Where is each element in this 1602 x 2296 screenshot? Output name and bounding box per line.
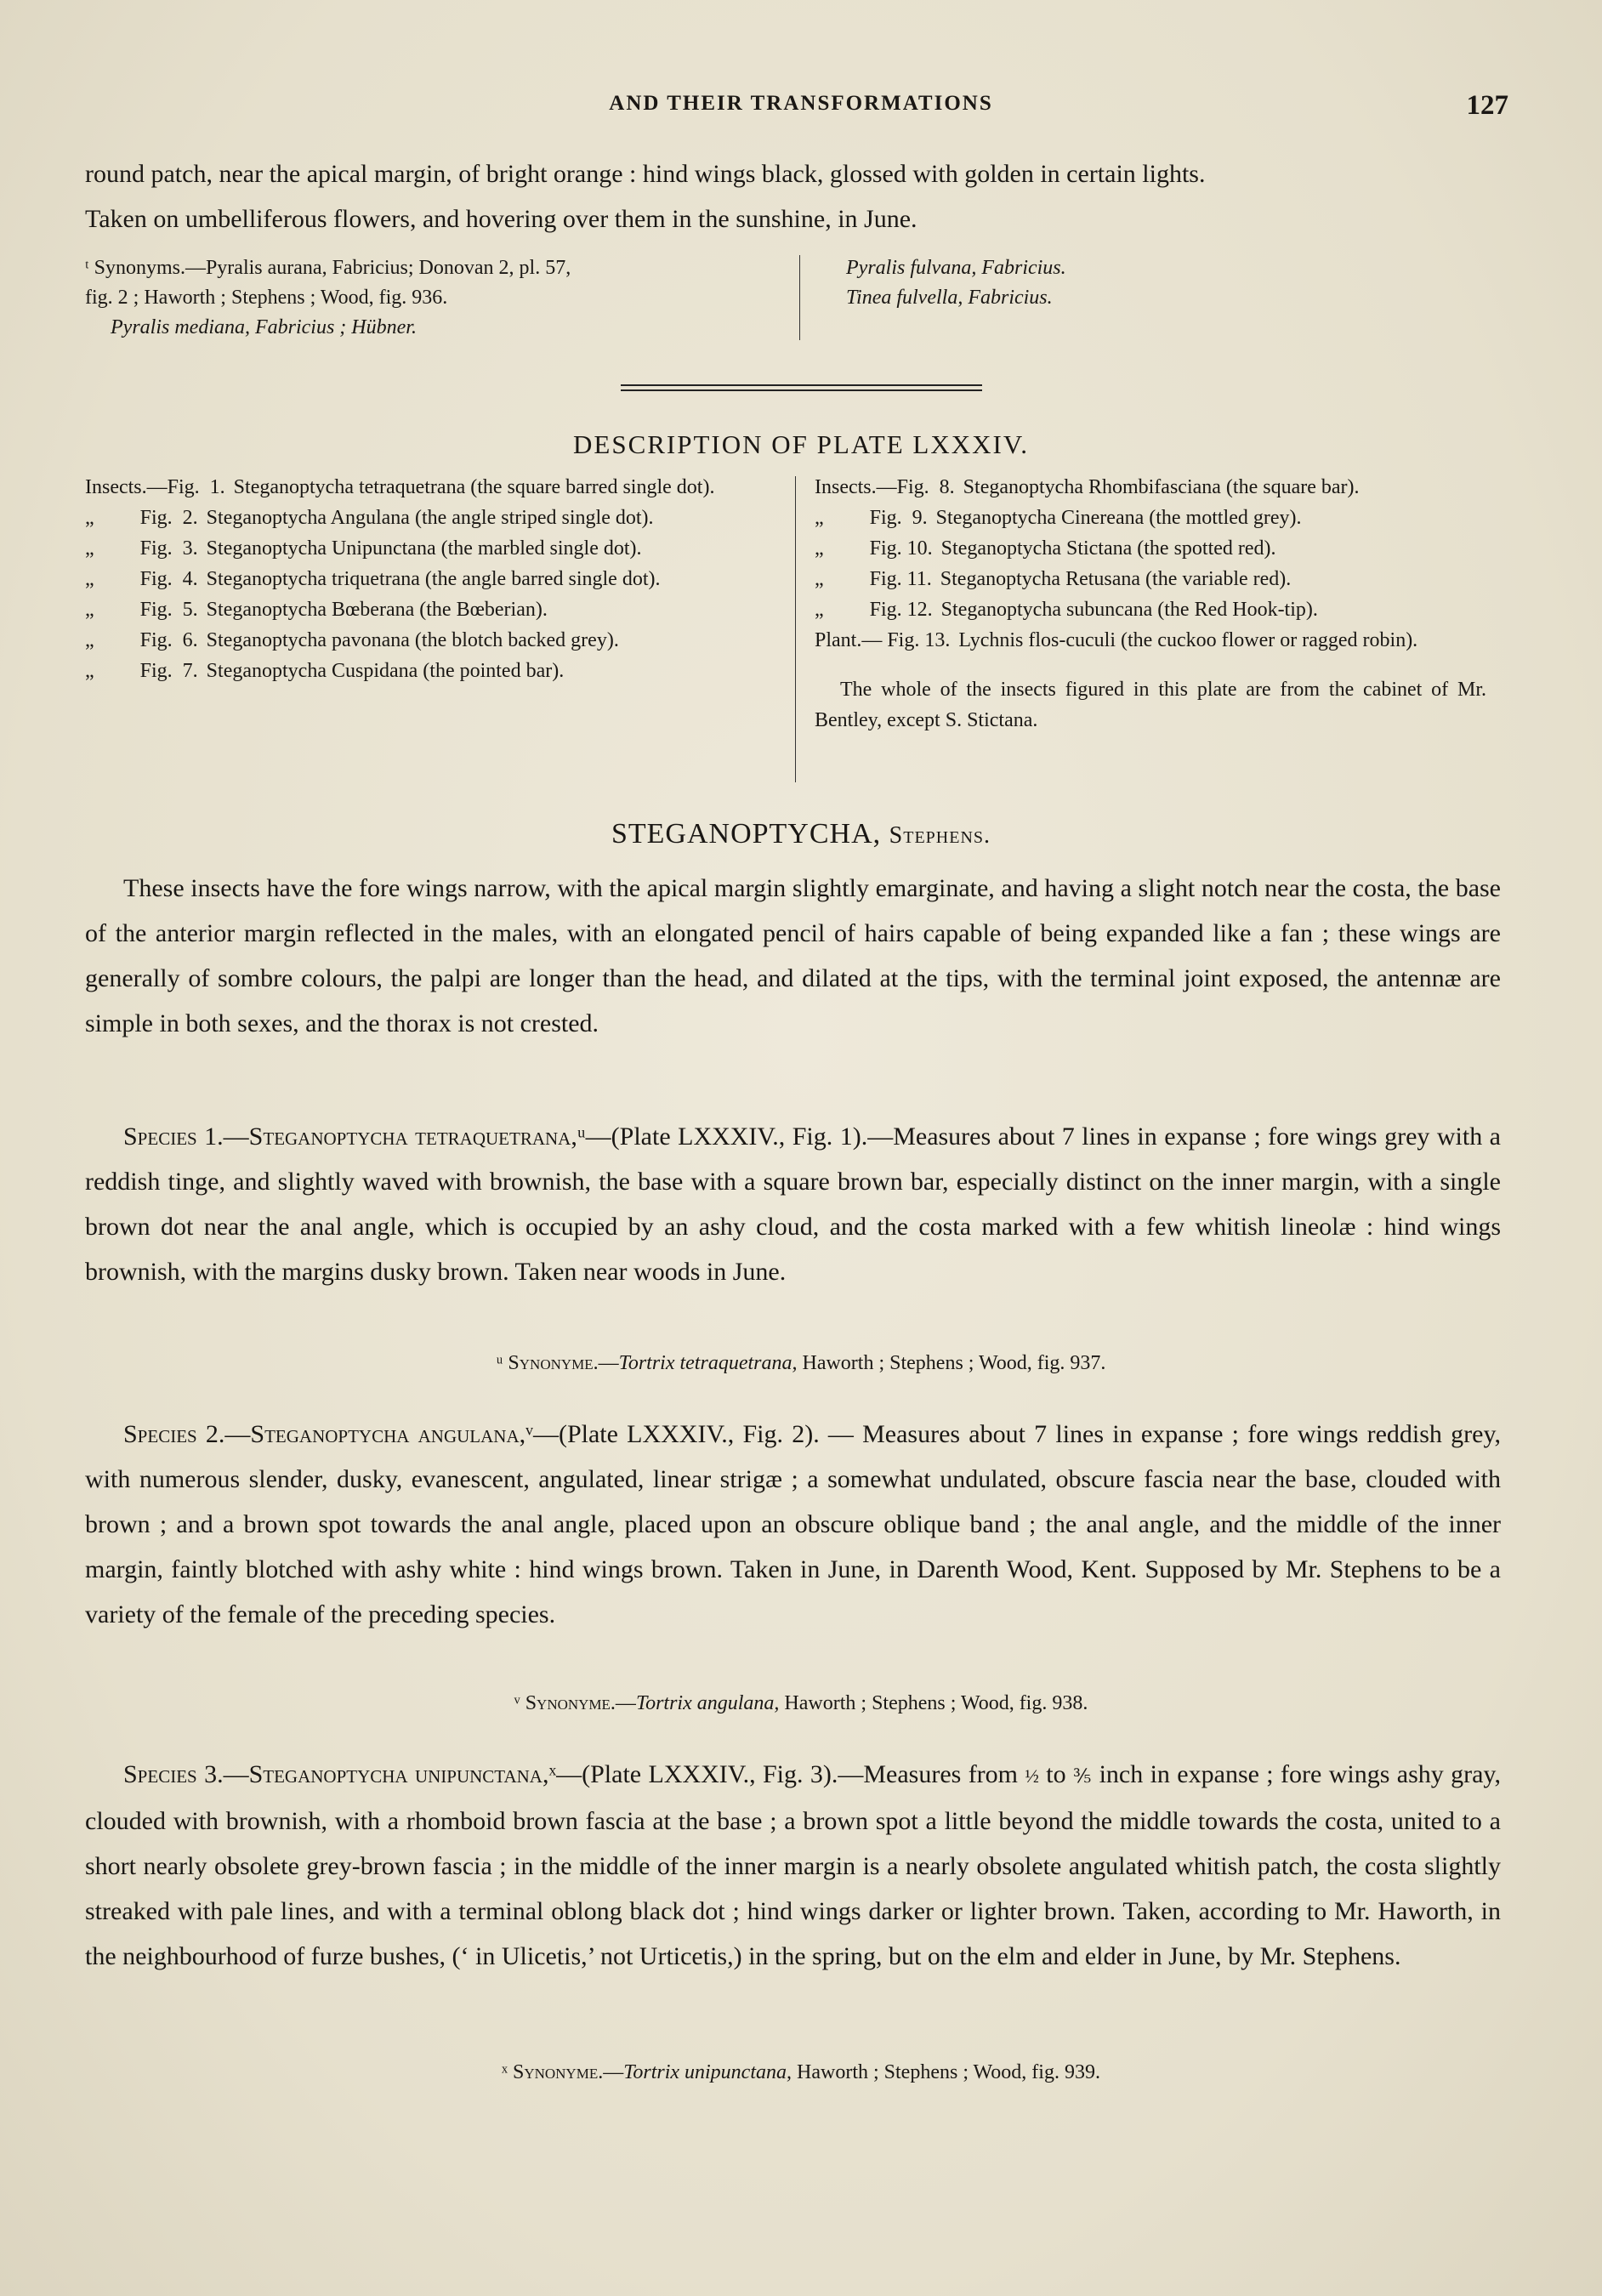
plate-item	[85, 533, 778, 564]
plate-item-label: „ Fig. 11.	[815, 568, 932, 590]
intro-line-2: Taken on umbelliferous flowers, and hovering over them in the sunshine, in June.	[85, 205, 917, 233]
plate-note: The whole of the insects figured in this plate are from the cabinet of Mr. Bentley, except S. Stictana.	[815, 679, 1486, 731]
plate-item-label: „ Fig. 3.	[85, 537, 198, 560]
double-rule-top	[621, 384, 982, 386]
plate-item-text: Steganoptycha Stictana (the spotted red).	[940, 537, 1276, 560]
fraction-three-fifths: ⅗	[1072, 1765, 1093, 1787]
footnote-rest: Haworth ; Stephens ; Wood, fig. 937.	[797, 1352, 1106, 1374]
plate-column-divider	[795, 476, 796, 782]
species-2-text: —(Plate LXXXIV., Fig. 2). — Measures about 7 lines in expanse ; fore wings reddish grey, with numerous slender, dusky, evanescent, angulated, linear strigæ ; a somewhat undulated, obscure fascia near the base, clouded with brown ; and a brown spot towards the anal angle, placed upon an obscure oblique band ; the anal angle, and the middle of the inner margin, faintly blotched with ashy white : hind wings brown. Taken in June, in Darenth Wood, Kent. Supposed by Mr. Stephens to be a variety of the female of the preceding species.	[85, 1420, 1501, 1628]
plate-item	[85, 625, 778, 656]
genus-description: These insects have the fore wings narrow, with the apical margin slightly emarginate, and having a slight notch near the costa, the base of the anterior margin reflected in the males, with an elongated pencil of hairs capable of being expanded like a fan ; these wings are generally of sombre colours, the palpi are longer than the head, and dilated at the tips, with the terminal joint exposed, the antennæ are simple in both sexes, and the thorax is not crested.	[85, 874, 1501, 1037]
footnote-mark: ᵛ Synonyme.—	[514, 1692, 636, 1714]
plate-item-label: „ Fig. 5.	[85, 599, 198, 621]
plate-left-column	[85, 472, 778, 686]
footnote-t-right	[846, 253, 1441, 313]
plate-item-label: Insects.—Fig. 8.	[815, 476, 955, 498]
footnote-line: Pyralis mediana, Fabricius ; Hübner.	[111, 316, 417, 338]
plate-item	[85, 594, 778, 625]
plate-item-text: Steganoptycha Rhombifasciana (the square bar).	[963, 476, 1360, 498]
plate-item-text: Steganoptycha Unipunctana (the marbled single dot).	[206, 537, 642, 560]
species-1-lead: Species 1.—Steganoptycha tetraquetrana,ᵘ	[123, 1122, 586, 1151]
plate-item-label: „ Fig. 9.	[815, 507, 928, 529]
double-rule-bottom	[621, 389, 982, 391]
plate-right-column	[815, 472, 1486, 736]
plate-item	[85, 503, 778, 533]
plate-item	[85, 564, 778, 594]
plate-item-text: Steganoptycha subuncana (the Red Hook-tip).	[940, 599, 1318, 621]
plate-item-label: „ Fig. 12.	[815, 599, 933, 621]
plate-item-label: Plant.— Fig. 13.	[815, 629, 951, 651]
footnote-line: ᵗ Synonyms.—Pyralis aurana, Fabricius; Donovan 2, pl. 57,	[85, 257, 571, 279]
plate-item	[85, 656, 778, 686]
plate-item-label: „ Fig. 6.	[85, 629, 198, 651]
footnote-rest: Haworth ; Stephens ; Wood, fig. 939.	[792, 2061, 1100, 2083]
footnote-line: Tinea fulvella, Fabricius.	[846, 287, 1053, 309]
footnote-divider	[799, 255, 800, 340]
plate-item-label: „ Fig. 2.	[85, 507, 198, 529]
plate-item	[85, 472, 778, 503]
plate-item-text: Steganoptycha Cuspidana (the pointed bar).	[206, 660, 565, 682]
species-3-lead: Species 3.—Steganoptycha unipunctana,ˣ	[123, 1760, 557, 1788]
species-3-paragraph	[85, 1752, 1501, 1979]
plate-item-label: „ Fig. 4.	[85, 568, 198, 590]
footnote-italic: Tortrix angulana,	[635, 1692, 780, 1714]
intro-line-1: round patch, near the apical margin, of bright orange : hind wings black, glossed with golden in certain lights.	[85, 160, 1206, 188]
fraction-half: ½	[1025, 1765, 1039, 1787]
plate-item-label: Insects.—Fig. 1.	[85, 476, 225, 498]
species-3-text-b: to	[1038, 1760, 1073, 1788]
footnote-rest: Haworth ; Stephens ; Wood, fig. 938.	[779, 1692, 1088, 1714]
genus-author: Stephens.	[889, 822, 991, 849]
footnote-line: Pyralis fulvana, Fabricius.	[846, 257, 1066, 279]
plate-item-text: Lychnis flos-cuculi (the cuckoo flower or ragged robin).	[958, 629, 1418, 651]
species-1-paragraph	[85, 1114, 1501, 1294]
plate-item	[815, 533, 1486, 564]
plate-item	[815, 564, 1486, 594]
plate-title: DESCRIPTION OF PLATE LXXXIV.	[573, 429, 1029, 459]
species-2-lead: Species 2.—Steganoptycha angulana,ᵛ	[123, 1420, 533, 1448]
genus-name: STEGANOPTYCHA,	[611, 818, 882, 850]
genus-heading	[0, 818, 1602, 850]
plate-item	[815, 594, 1486, 625]
plate-item-text: Steganoptycha Cinereana (the mottled grey).	[935, 507, 1302, 529]
plate-item-text: Steganoptycha pavonana (the blotch backed grey).	[206, 629, 619, 651]
species-3-footnote	[0, 2061, 1602, 2084]
species-3-text-c: inch in expanse ; fore wings ashy gray, clouded with brownish, with a rhomboid brown fascia at the base ; a brown spot a little beyond the middle towards the costa, united to a short nearly obsolete grey-brown fascia ; in the middle of the inner margin is a nearly obsolete angulated whitish patch, the costa slightly streaked with pale lines, and with a terminal oblong black dot ; hind wings darker or lighter brown. Taken, according to Mr. Haworth, in the neighbourhood of furze bushes, (‘ in Ulicetis,’ not Urticetis,) in the spring, but on the elm and elder in June, by Mr. Stephens.	[85, 1760, 1501, 1970]
footnote-line: fig. 2 ; Haworth ; Stephens ; Wood, fig. 936.	[85, 287, 448, 309]
footnote-italic: Tortrix unipunctana,	[623, 2061, 792, 2083]
species-1-text: —(Plate LXXXIV., Fig. 1).—Measures about 7 lines in expanse ; fore wings grey with a reddish tinge, and slightly waved with brownish, the base with a square brown bar, especially distinct on the inner margin, with a single brown dot near the anal angle, which is occupied by an ashy cloud, and the costa marked with a few whitish lineolæ : hind wings brownish, with the margins dusky brown. Taken near woods in June.	[85, 1122, 1501, 1286]
species-2-paragraph	[85, 1412, 1501, 1637]
footnote-mark: ˣ Synonyme.—	[502, 2061, 624, 2083]
plate-item-label: „ Fig. 10.	[815, 537, 933, 560]
footnote-italic: Tortrix tetraquetrana,	[618, 1352, 798, 1374]
species-3-text-a: —(Plate LXXXIV., Fig. 3).—Measures from	[556, 1760, 1025, 1788]
species-2-footnote	[0, 1692, 1602, 1715]
page-number: 127	[1466, 90, 1508, 121]
plate-item-label: „ Fig. 7.	[85, 660, 198, 682]
running-head: AND THEIR TRANSFORMATIONS	[609, 92, 993, 115]
plate-item	[815, 503, 1486, 533]
footnote-t-left	[85, 253, 787, 343]
plate-item-text: Steganoptycha tetraquetrana (the square barred single dot).	[233, 476, 715, 498]
intro-paragraph	[85, 151, 1522, 242]
species-1-footnote	[0, 1352, 1602, 1375]
plate-item-text: Steganoptycha Bœberana (the Bœberian).	[206, 599, 548, 621]
plate-item-text: Steganoptycha Angulana (the angle striped single dot).	[206, 507, 654, 529]
plate-item	[815, 625, 1486, 656]
plate-item-text: Steganoptycha triquetrana (the angle barred single dot).	[206, 568, 661, 590]
plate-item	[815, 472, 1486, 503]
footnote-mark: ᵘ Synonyme.—	[496, 1352, 619, 1374]
plate-item-text: Steganoptycha Retusana (the variable red).	[940, 568, 1292, 590]
